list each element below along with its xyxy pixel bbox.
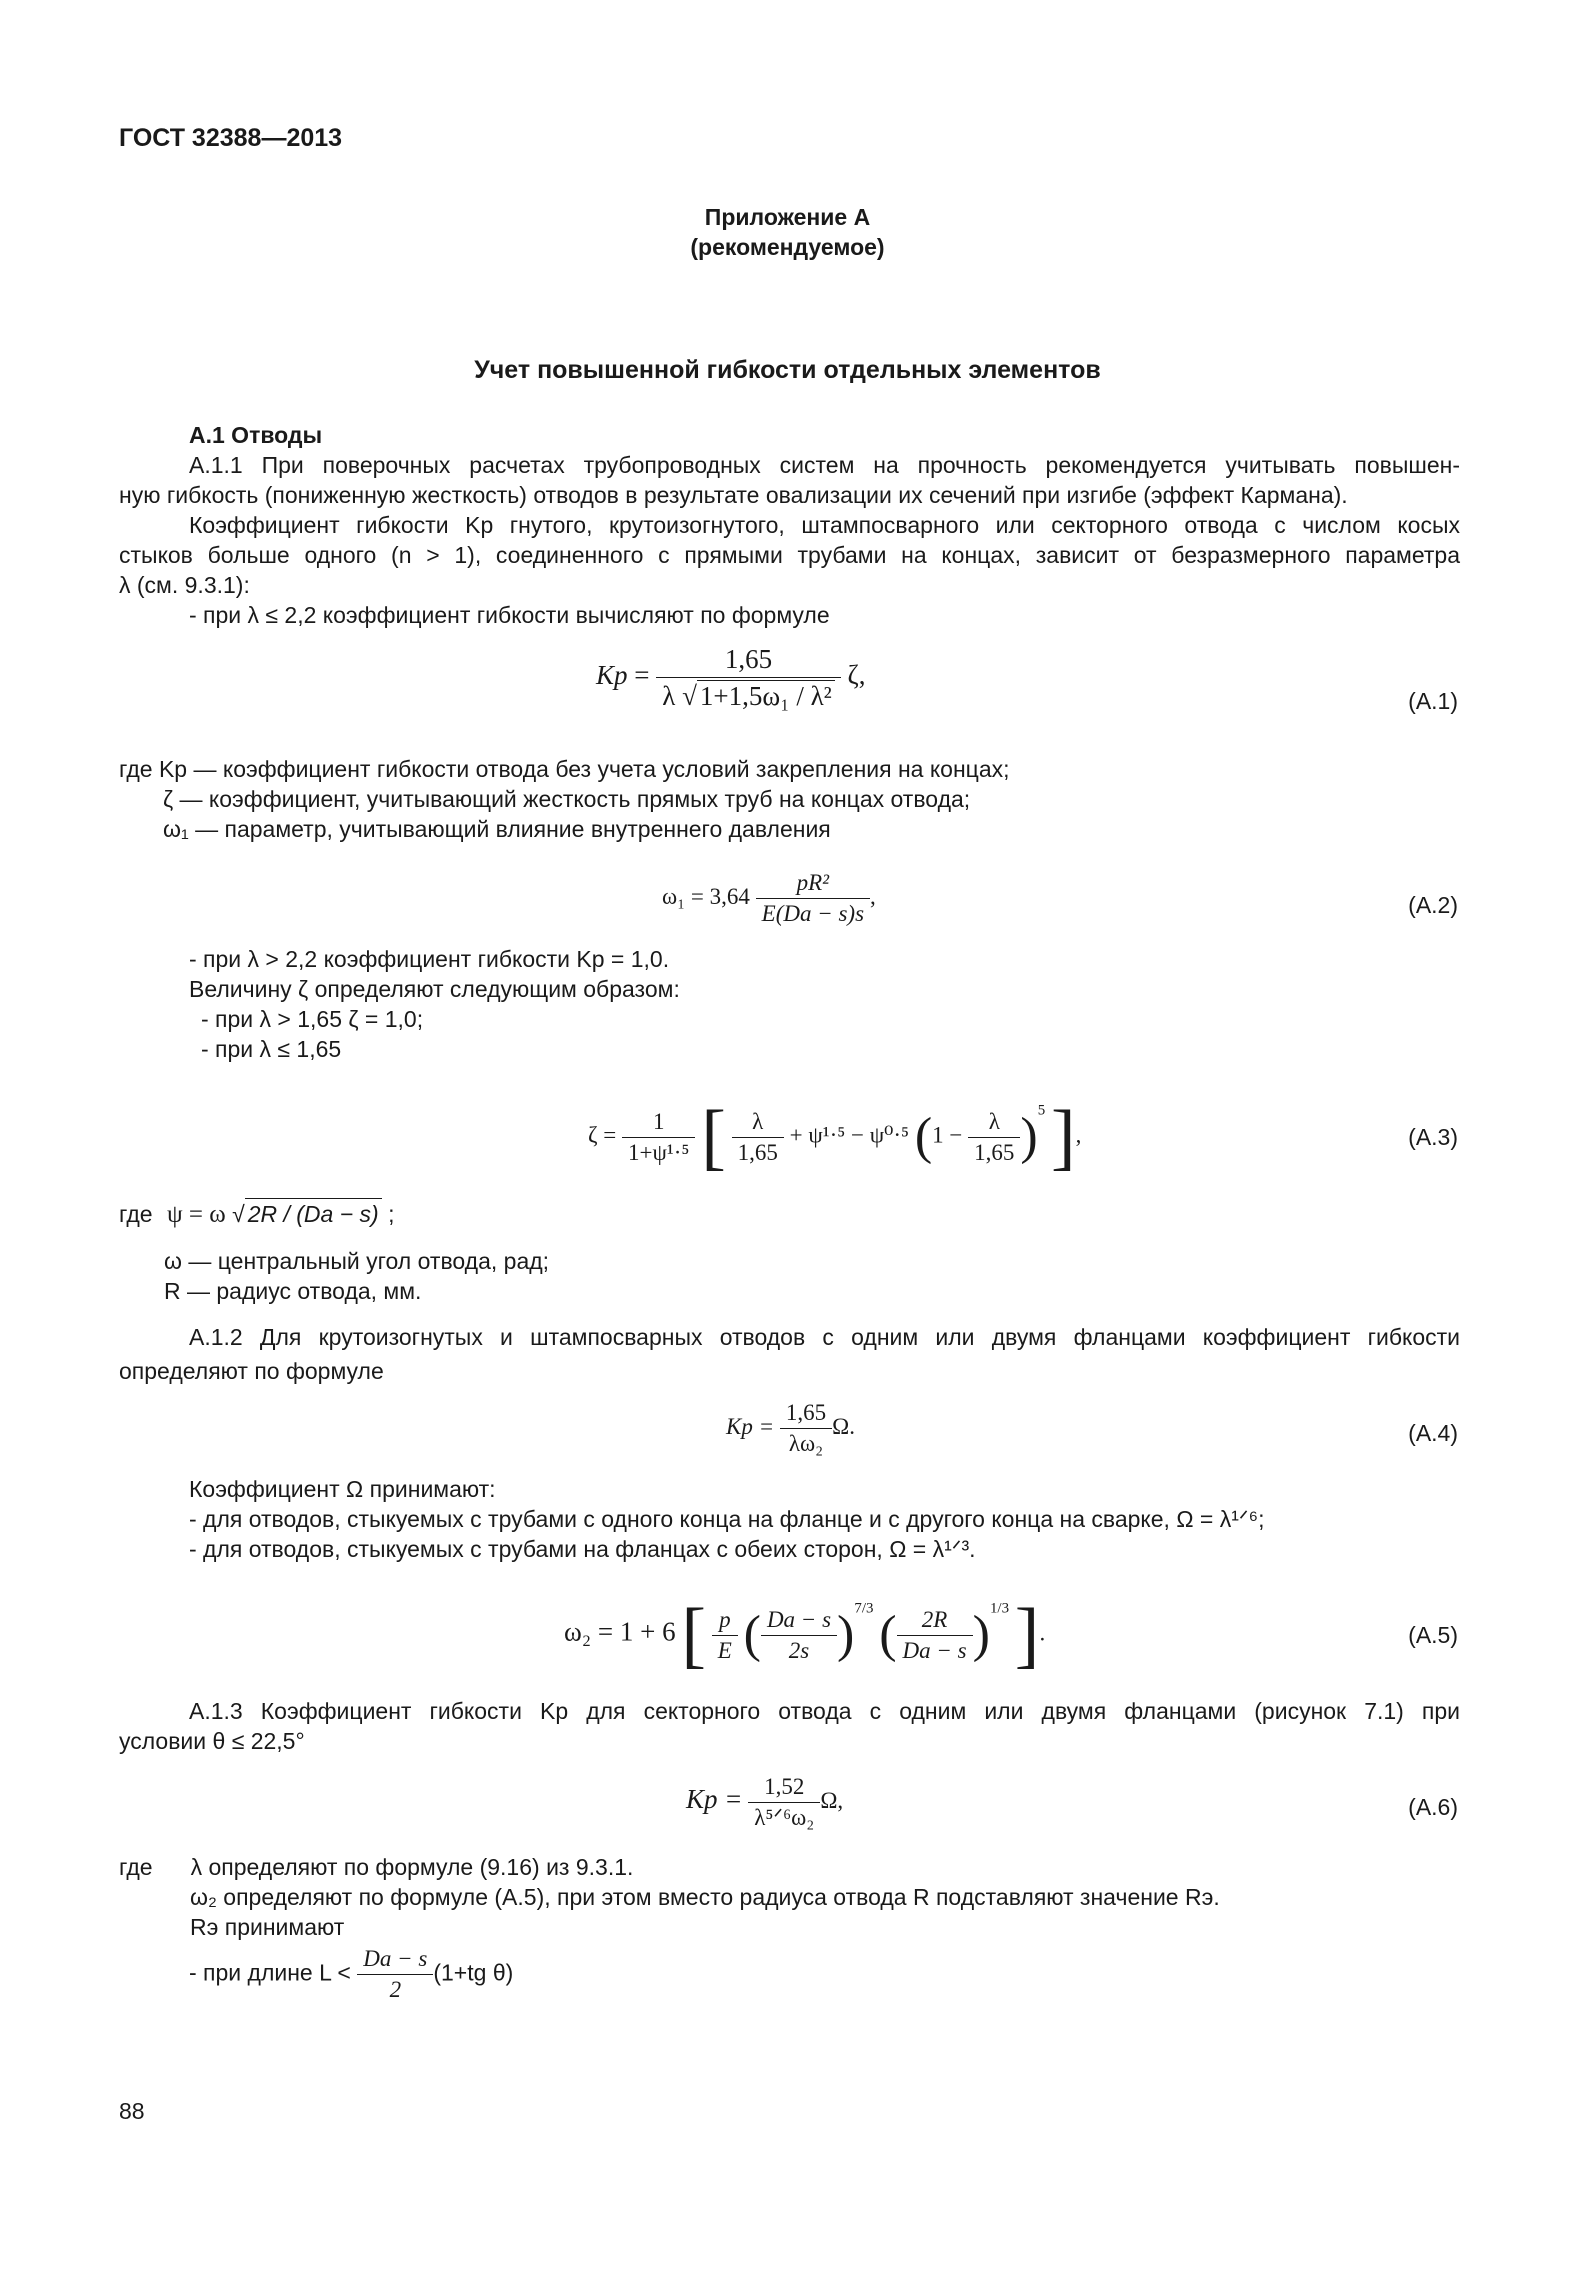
paragraph-line: - при λ ≤ 1,65 <box>201 1036 342 1062</box>
subsection-heading: А.1 Отводы <box>189 422 323 448</box>
section-title: Учет повышенной гибкости отдельных элементов <box>474 356 1101 384</box>
where-block-2b <box>119 1246 1460 1306</box>
formula-a6: Kp = $\frac{1,52}{\text{λ⁵ᐟ⁶ω₂}}$ Ω, <box>686 1774 844 1830</box>
page-number: 88 <box>119 2098 145 2124</box>
paragraph-line: условии θ ≤ 22,5° <box>119 1728 305 1754</box>
omega-block <box>119 1474 1460 1564</box>
paragraph-line: λ (см. 9.3.1): <box>119 572 250 598</box>
paragraph-line: ную гибкость (пониженную жесткость) отводов в результате овализации их сечений при изгибе (эффект Кармана). <box>119 482 1348 508</box>
formula-a4: Kp = $\frac{1,65}{\text{λω₂}}$ Ω. <box>726 1400 855 1456</box>
section-a12 <box>119 1322 1460 1386</box>
paragraph-line: - при λ ≤ 2,2 коэффициент гибкости вычисляют по формуле <box>189 602 830 628</box>
middle-block <box>119 944 1460 1064</box>
paragraph-line: - для отводов, стыкуемых с трубами на фланцах с обеих сторон, Ω = λ¹ᐟ³. <box>189 1536 976 1562</box>
formula-fraction: $\frac{1,65}{\text{λ √ 1+1,5ω₁ / λ²}}$ <box>656 644 841 712</box>
definition-line: ω — центральный угол отвода, рад; <box>164 1248 550 1274</box>
appendix-title: Приложение А <box>704 204 871 230</box>
definition-line: R — радиус отвода, мм. <box>164 1278 422 1304</box>
formula-length-condition: - при длине L < $\frac{Da - s}{2}$ (1+tg θ) <box>189 1946 514 2002</box>
formula-lhs: Kp <box>596 660 628 691</box>
equation-number: (А.2) <box>1408 892 1458 918</box>
paragraph-line: - для отводов, стыкуемых с трубами с одного конца на фланце и с другого конца на сварке, Ω = λ¹ᐟ⁶; <box>189 1506 1265 1532</box>
definition-line: где λ определяют по формуле (9.16) из 9.3.1. <box>119 1854 634 1880</box>
paragraph-line: А.1.2 Для крутоизогнутых и штампосварных отводов с одним или двумя фланцами коэффициент гибкости <box>189 1324 1460 1350</box>
formula-a2: ω₁ = 3,64 $\frac{\text{pR²}}{E(Da - s)s}$ , <box>662 870 876 926</box>
definition-line: ζ — коэффициент, учитывающий жесткость прямых труб на концах отвода; <box>163 786 971 812</box>
paragraph-line: Величину ζ определяют следующим образом: <box>189 976 680 1002</box>
equation-number: (А.1) <box>1408 688 1458 714</box>
paragraph-line: А.1.3 Коэффициент гибкости Kp для секторного отвода с одним или двумя фланцами (рисунок 7.1) при <box>189 1698 1460 1724</box>
equation-number: (А.3) <box>1408 1124 1458 1150</box>
definition-line: Rэ принимают <box>190 1914 345 1940</box>
formula-a3: ζ = $\frac{1}{\text{1+ψ¹·⁵}}$ [ $\frac{\lambda}{1,65}$ + ψ¹·⁵ − ψ⁰·⁵ (1 − $\frac{\lambda}{1,65}$ )$^5$ ], <box>588 1096 1082 1178</box>
paragraph-line: - при λ > 1,65 ζ = 1,0; <box>201 1006 424 1032</box>
equation-number: (А.6) <box>1408 1794 1458 1820</box>
paragraph-line: определяют по формуле <box>119 1358 384 1384</box>
paragraph-line: - при λ > 2,2 коэффициент гибкости Kp = 1,0. <box>189 946 670 972</box>
definition-line: ω₁ — параметр, учитывающий влияние внутреннего давления <box>163 816 831 842</box>
paragraph-line: стыков больше одного (n > 1), соединенного с прямыми трубами на концах, зависит от безразмерного параметра <box>119 542 1460 568</box>
paragraph-line: А.1.1 При поверочных расчетах трубопроводных систем на прочность рекомендуется учитывать повышен- <box>189 452 1460 478</box>
section-a13 <box>119 1696 1460 1756</box>
section-a1 <box>119 420 1460 630</box>
paragraph-line: Коэффициент гибкости Kp гнутого, крутоизогнутого, штампосварного или секторного отвода с числом косых <box>189 512 1460 538</box>
document-header: ГОСТ 32388—2013 <box>119 124 343 152</box>
definition-line: где ψ = ω √ 2R / (Da − s) ; <box>119 1198 1460 1230</box>
equation-number: (А.4) <box>1408 1420 1458 1446</box>
definition-line: где Kp — коэффициент гибкости отвода без учета условий закрепления на концах; <box>119 756 1010 782</box>
formula-fraction: $\frac{\text{pR²}}{E(Da - s)s}$ <box>756 870 870 927</box>
formula-a1: Kp = $\frac{1,65}{\text{λ √ 1+1,5ω₁ / λ²}}$ ζ, <box>596 644 866 711</box>
where-block-3 <box>119 1852 1460 1942</box>
formula-a5: ω₂ = 1 + 6 [ $\frac{p}{E}$ ( $\frac{Da - s}{2s}$ )$^{7/3}$ ( $\frac{2R}{Da - s}$ )$^{1/3}$ ]. <box>564 1594 1046 1676</box>
where-block-2 <box>119 1198 1460 1230</box>
equation-number: (А.5) <box>1408 1622 1458 1648</box>
where-block-1 <box>119 754 1460 844</box>
paragraph-line: Коэффициент Ω принимают: <box>189 1476 496 1502</box>
appendix-subtitle: (рекомендуемое) <box>690 234 885 260</box>
definition-line: ω₂ определяют по формуле (А.5), при этом вместо радиуса отвода R подставляют значение Rэ. <box>190 1884 1220 1910</box>
